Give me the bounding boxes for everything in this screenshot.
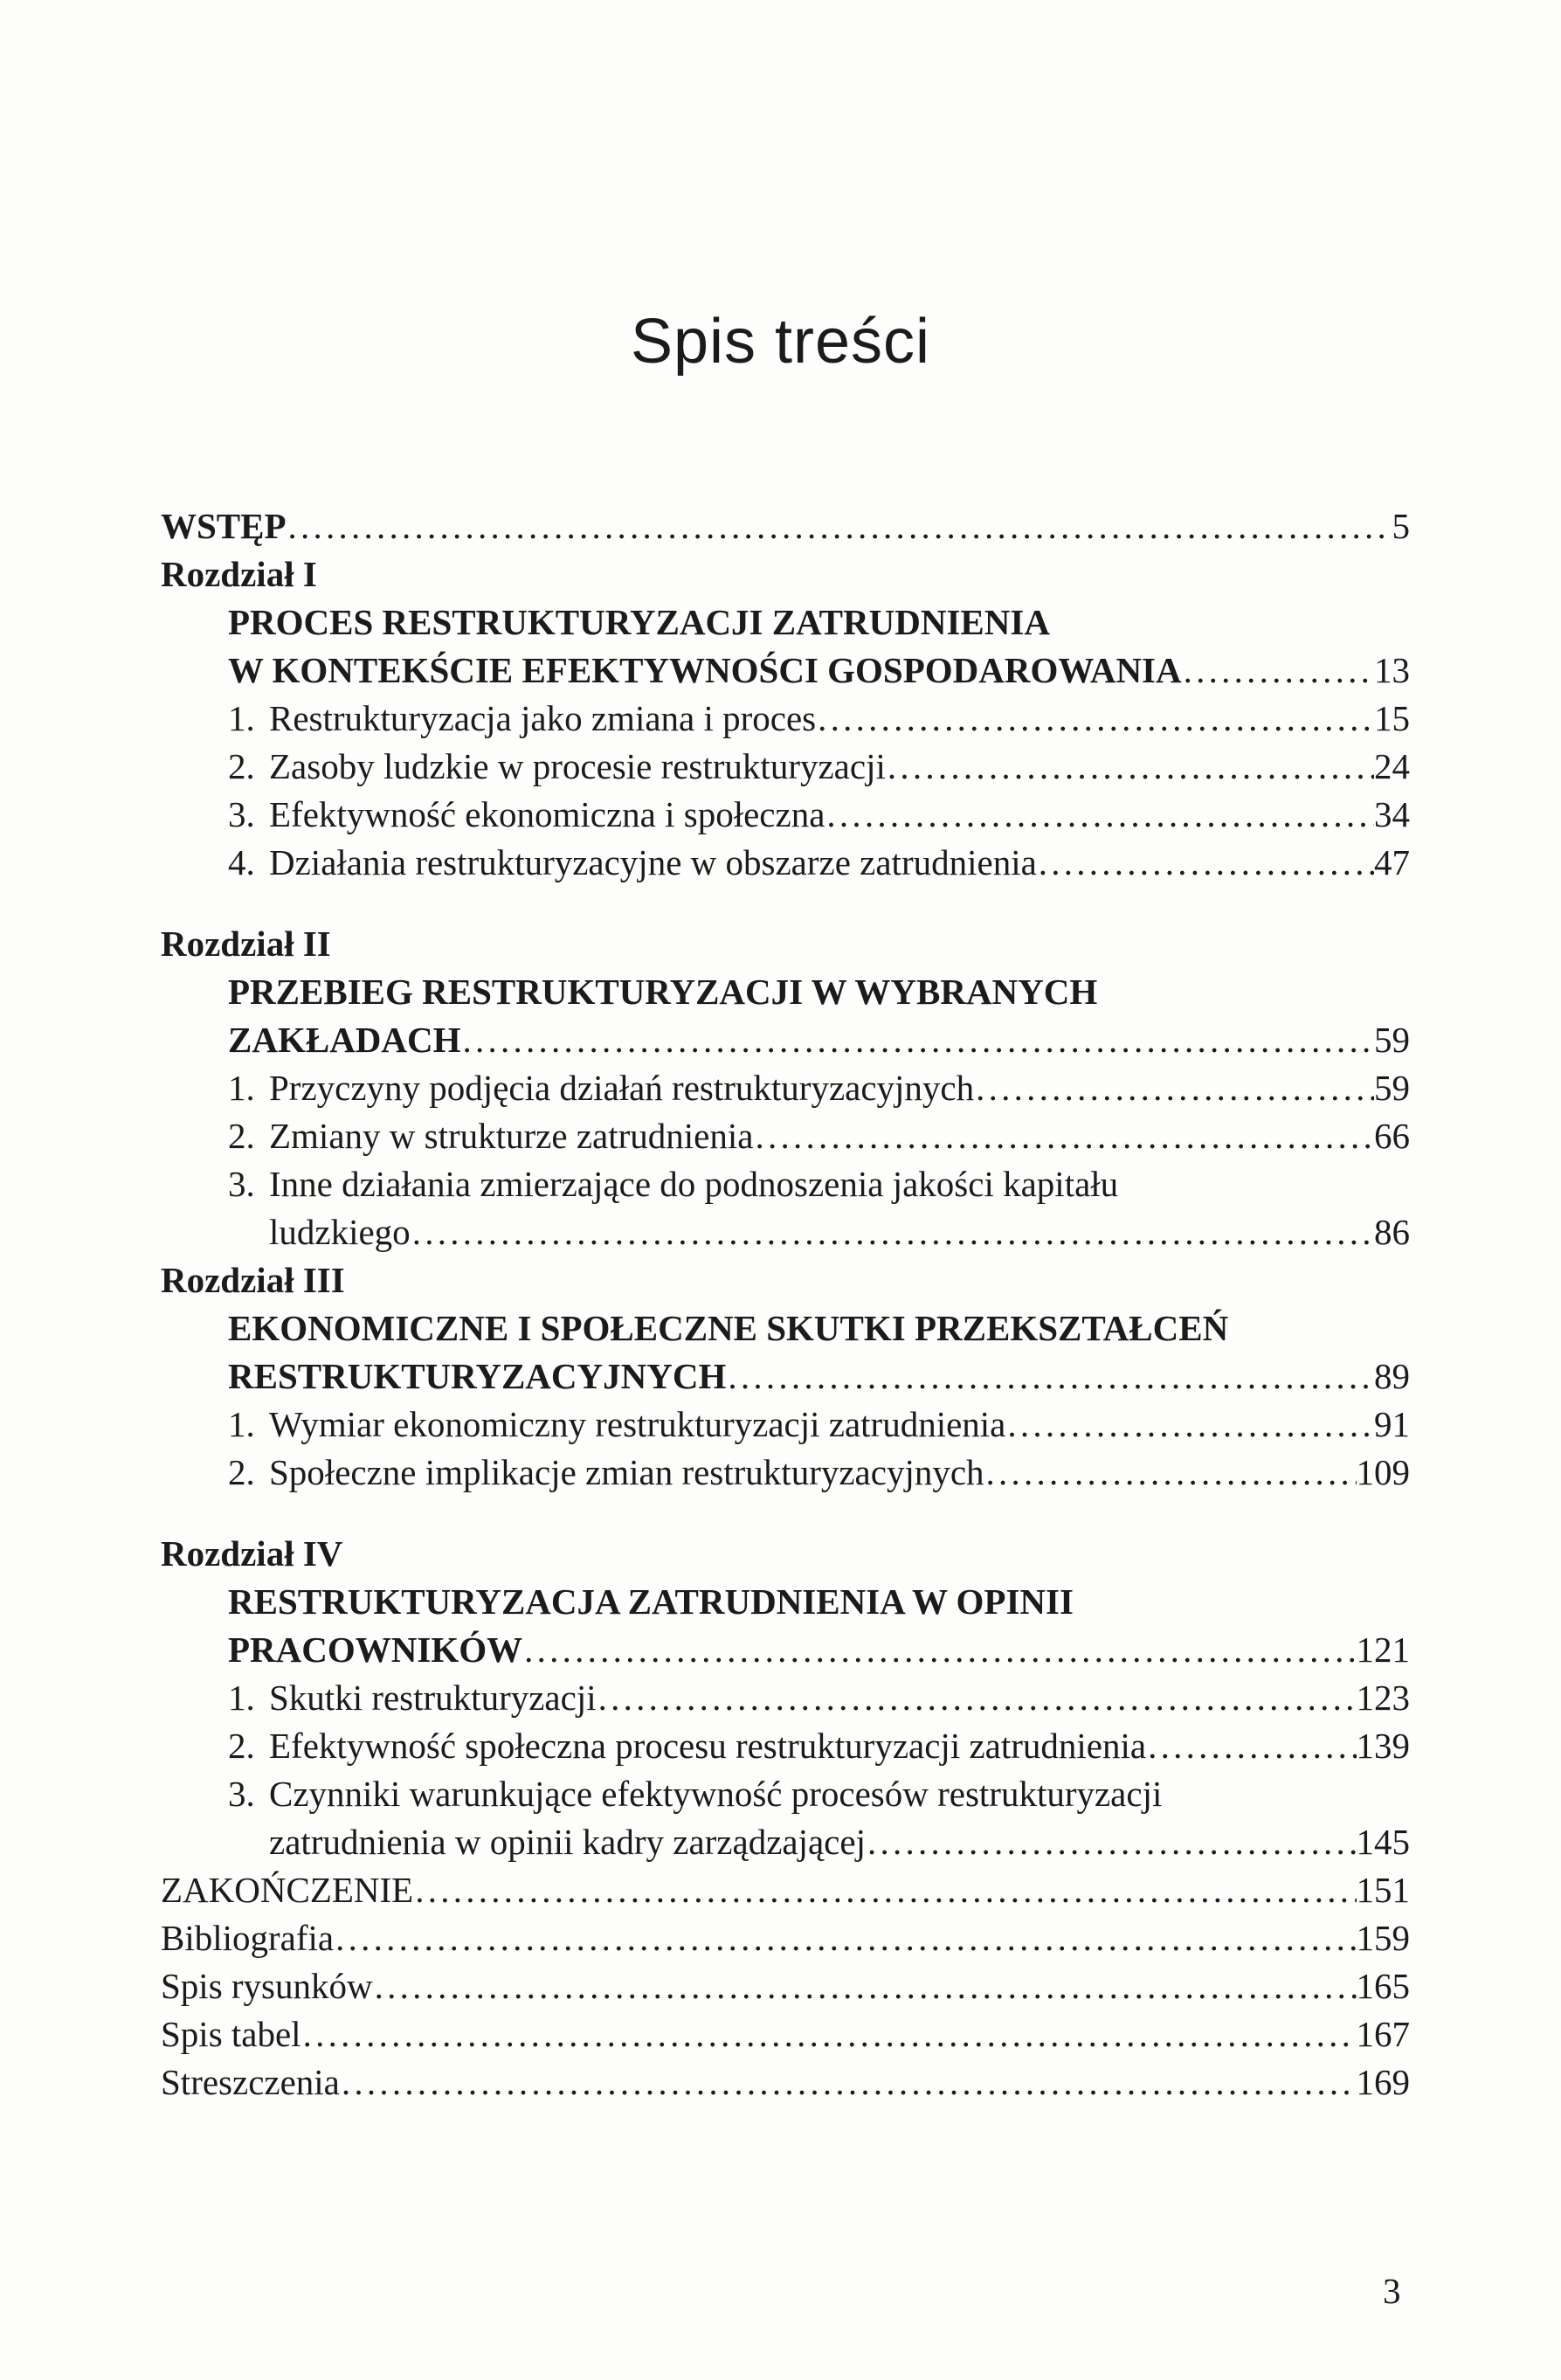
toc-entry-label: Zmiany w strukturze zatrudnienia [269, 1116, 754, 1156]
toc-entry-page: 139 [1356, 1726, 1410, 1766]
toc-entry-section[interactable] [161, 1112, 1410, 1160]
toc-entry-page: 121 [1356, 1629, 1410, 1670]
toc-entry-label: Zasoby ludzkie w procesie restrukturyzacji [269, 746, 886, 786]
dot-leader [287, 502, 1392, 550]
section-number: 4. [228, 842, 255, 882]
chapter-title: ZAKŁADACH [228, 1020, 461, 1060]
toc-entry-label: Spis tabel [161, 2014, 301, 2054]
toc-entry-label: Inne działania zmierzające do podnoszenia jakości kapitału [269, 1164, 1119, 1204]
toc-entry-page: 89 [1374, 1356, 1410, 1396]
dot-leader [413, 1866, 1356, 1914]
toc-entry-label: Spis rysunków [161, 1966, 373, 2006]
toc-entry-label: Działania restrukturyzacyjne w obszarze zatrudnienia [269, 842, 1037, 882]
toc-entry-page: 59 [1374, 1068, 1410, 1108]
toc-entry-page: 91 [1374, 1404, 1410, 1444]
toc-entry-page: 5 [1392, 506, 1410, 546]
dot-leader [461, 1016, 1374, 1064]
section-number: 3. [228, 794, 255, 834]
chapter-title: RESTRUKTURYZACJA ZATRUDNIENIA W OPINII [228, 1581, 1074, 1622]
dot-leader [301, 2010, 1357, 2058]
toc-entry-section[interactable] [161, 1674, 1410, 1722]
dot-leader [411, 1208, 1374, 1256]
toc-entry-label: Streszczenia [161, 2062, 340, 2102]
toc-entry-continuation[interactable] [161, 1208, 1410, 1256]
dot-leader [522, 1626, 1356, 1674]
dot-leader [886, 743, 1374, 791]
toc-entry-label: Wymiar ekonomiczny restrukturyzacji zatrudnienia [269, 1404, 1006, 1444]
toc-entry-continuation[interactable] [161, 1818, 1410, 1866]
toc-entry-label: Restrukturyzacja jako zmiana i proces [269, 698, 817, 738]
toc-entry-section[interactable] [161, 1160, 1410, 1208]
toc-entry-label: ZAKOŃCZENIE [161, 1870, 414, 1910]
chapter-title: PRACOWNIKÓW [228, 1629, 523, 1670]
dot-leader [726, 1353, 1374, 1401]
toc-entry-section[interactable] [161, 1401, 1410, 1449]
section-number: 3. [228, 1164, 255, 1204]
chapter-title-line [161, 1578, 1410, 1626]
chapter-label: Rozdział IV [161, 1533, 343, 1574]
page-number: 3 [1383, 2271, 1401, 2311]
section-number: 1. [228, 1404, 255, 1444]
toc-entry-page: 34 [1374, 794, 1410, 834]
toc-entry-page: 109 [1356, 1452, 1410, 1492]
dot-leader [825, 791, 1374, 839]
toc-entry-section[interactable] [161, 1449, 1410, 1497]
dot-leader [984, 1449, 1357, 1497]
toc-entry-label: Efektywność ekonomiczna i społeczna [269, 794, 825, 834]
toc-entry-chapter-1[interactable] [161, 647, 1410, 695]
dot-leader [340, 2058, 1357, 2107]
toc-entry-label: Społeczne implikacje zmian restrukturyzacyjnych [269, 1452, 984, 1492]
chapter-title: W KONTEKŚCIE EFEKTYWNOŚCI GOSPODAROWANIA [228, 650, 1182, 690]
dot-leader [1005, 1401, 1374, 1449]
page-title: Spis treści [630, 307, 931, 377]
dot-leader [1037, 839, 1374, 887]
section-number: 2. [228, 746, 255, 786]
chapter-label: Rozdział II [161, 924, 331, 964]
section-number: 2. [228, 1452, 255, 1492]
chapter-label: Rozdział I [161, 554, 317, 594]
dot-leader [1182, 647, 1374, 695]
toc-entry-page: 59 [1374, 1020, 1410, 1060]
toc-entry-section[interactable] [161, 695, 1410, 743]
chapter-title: EKONOMICZNE I SPOŁECZNE SKUTKI PRZEKSZTAŁCEŃ [228, 1308, 1229, 1348]
toc-entry-section[interactable] [161, 839, 1410, 887]
section-number: 1. [228, 1678, 255, 1718]
toc-entry-zakonczenie[interactable] [161, 1866, 1410, 1914]
toc-entry-page: 47 [1374, 842, 1410, 882]
toc-entry-spis-tabel[interactable] [161, 2010, 1410, 2058]
section-number: 1. [228, 698, 255, 738]
toc-entry-chapter-3[interactable] [161, 1353, 1410, 1401]
toc-entry-section[interactable] [161, 743, 1410, 791]
dot-leader [753, 1112, 1374, 1160]
toc-entry-page: 167 [1356, 2014, 1410, 2054]
dot-leader [974, 1064, 1374, 1112]
toc-entry-label: WSTĘP [161, 506, 287, 546]
chapter-heading-4 [161, 1530, 1410, 1578]
toc-entry-label: Efektywność społeczna procesu restrukturyzacji zatrudnienia [269, 1726, 1147, 1766]
toc-entry-bibliografia[interactable] [161, 1914, 1410, 1962]
dot-leader [816, 695, 1374, 743]
chapter-heading-1 [161, 550, 1410, 598]
chapter-heading-2 [161, 920, 1410, 968]
toc-entry-chapter-2[interactable] [161, 1016, 1410, 1064]
toc-entry-spis-rysunkow[interactable] [161, 1962, 1410, 2010]
toc-entry-label: ludzkiego [269, 1212, 411, 1252]
toc-entry-chapter-4[interactable] [161, 1626, 1410, 1674]
section-number: 3. [228, 1774, 255, 1814]
toc-entry-page: 86 [1374, 1212, 1410, 1252]
table-of-contents [161, 502, 1410, 2107]
chapter-title-line [161, 1304, 1410, 1353]
dot-leader [1146, 1722, 1356, 1770]
toc-entry-page: 15 [1374, 698, 1410, 738]
toc-entry-label: Przyczyny podjęcia działań restrukturyzacyjnych [269, 1068, 975, 1108]
toc-entry-label: Czynniki warunkujące efektywność procesów restrukturyzacji [269, 1774, 1163, 1814]
toc-entry-section[interactable] [161, 1770, 1410, 1818]
dot-leader [373, 1962, 1357, 2010]
toc-entry-page: 169 [1356, 2062, 1410, 2102]
dot-leader [597, 1674, 1357, 1722]
dot-leader [334, 1914, 1356, 1962]
toc-entry-page: 123 [1356, 1678, 1410, 1718]
toc-entry-section[interactable] [161, 1064, 1410, 1112]
toc-entry-streszczenia[interactable] [161, 2058, 1410, 2107]
toc-entry-page: 165 [1356, 1966, 1410, 2006]
toc-entry-page: 145 [1356, 1822, 1410, 1862]
toc-entry-section[interactable] [161, 791, 1410, 839]
chapter-heading-3 [161, 1256, 1410, 1304]
section-number: 2. [228, 1116, 255, 1156]
chapter-title-line [161, 598, 1410, 647]
toc-entry-wstep[interactable] [161, 502, 1410, 550]
chapter-title: PROCES RESTRUKTURYZACJI ZATRUDNIENIA [228, 602, 1050, 642]
toc-entry-section[interactable] [161, 1722, 1410, 1770]
section-number: 1. [228, 1068, 255, 1108]
toc-entry-page: 24 [1374, 746, 1410, 786]
toc-entry-label: Skutki restrukturyzacji [269, 1678, 597, 1718]
toc-entry-page: 151 [1356, 1870, 1410, 1910]
chapter-title: RESTRUKTURYZACYJNYCH [228, 1356, 727, 1396]
dot-leader [866, 1818, 1357, 1866]
toc-entry-page: 13 [1374, 650, 1410, 690]
chapter-label: Rozdział III [161, 1260, 345, 1300]
toc-entry-page: 159 [1356, 1918, 1410, 1958]
chapter-title-line [161, 968, 1410, 1016]
toc-entry-page: 66 [1374, 1116, 1410, 1156]
section-number: 2. [228, 1726, 255, 1766]
toc-entry-label: zatrudnienia w opinii kadry zarządzającej [269, 1822, 866, 1862]
toc-entry-label: Bibliografia [161, 1918, 335, 1958]
chapter-title: PRZEBIEG RESTRUKTURYZACJI W WYBRANYCH [228, 972, 1098, 1012]
